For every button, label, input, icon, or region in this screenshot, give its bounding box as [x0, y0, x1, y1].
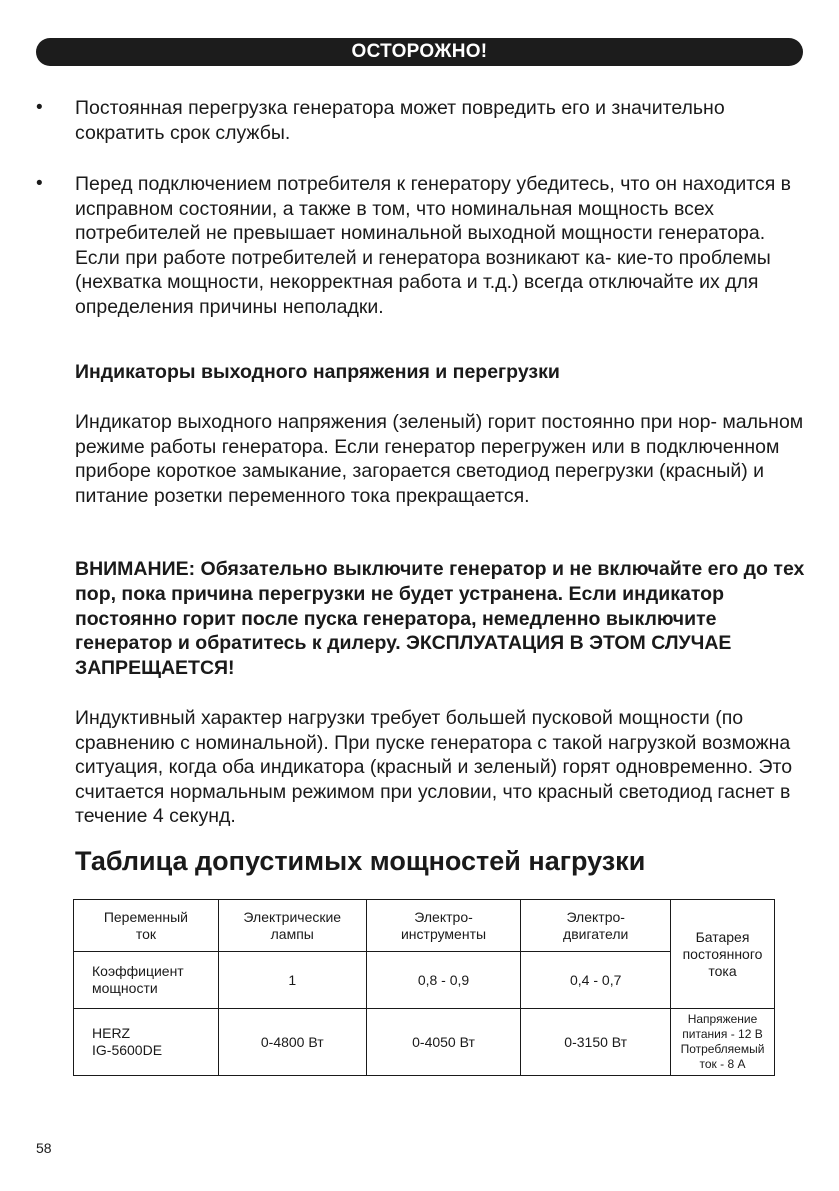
inductive-paragraph: Индуктивный характер нагрузки требует большей пусковой мощности (по сравнению с номинальной). При пуске генератора с такой нагрузкой возможна ситуация, когда оба индикатора (красный и зеленый) горят одновременно. Это считается нормальным режимом при условии, что красный светодиод гаснет в течение 4 секунд.	[75, 707, 793, 828]
power-factor-label: Коэффициент мощности	[74, 952, 219, 1009]
indicators-paragraph: Индикатор выходного напряжения (зеленый) горит постоянно при нор- мальном режиме работы генератора. Если генератор перегружен или в подключенном приборе короткое замыкание, загорается светодиод перегрузки (красный) и питание розетки переменного тока прекращается.	[75, 411, 804, 507]
bullet-2-text: Перед подключением потребителя к генератору убедитесь, что он находится в исправном состоянии, а также в том, что номинальная мощность всех потребителей не превышает номинальной выходной мощности генератора. Если при работе потребителей и генератора возникают ка- кие-то проблемы (нехватка мощности, некорректная работа и т.д.) всегда отключайте их для определения причины неполадки.	[75, 173, 792, 318]
power-factor-lamps: 1	[218, 952, 366, 1009]
page-number: 58	[36, 1140, 52, 1156]
header-ac: Переменный ток	[74, 900, 219, 952]
caution-banner	[36, 38, 803, 66]
power-factor-row	[74, 952, 775, 1009]
table-title: Таблица допустимых мощностей нагрузки	[75, 846, 646, 876]
model-label: HERZ IG-5600DE	[74, 1009, 219, 1076]
header-lamps: Электрические лампы	[218, 900, 366, 952]
bullet-2-marker: •	[36, 173, 43, 194]
header-battery: Батарея постоянного тока	[671, 900, 775, 1009]
power-factor-motors: 0,4 - 0,7	[521, 952, 671, 1009]
bullet-1-text: Постоянная перегрузка генератора может повредить его и значительно сократить срок службы.	[75, 97, 725, 144]
header-motors: Электро- двигатели	[521, 900, 671, 952]
model-tools: 0-4050 Вт	[366, 1009, 521, 1076]
header-tools: Электро- инструменты	[366, 900, 521, 952]
bullet-1-marker: •	[36, 97, 43, 118]
warning-paragraph: ВНИМАНИЕ: Обязательно выключите генератор и не включайте его до тех пор, пока причина перегрузки не будет устранена. Если индикатор постоянно горит после пуска генератора, немедленно выключите генератор и обратитесь к дилеру. ЭКСПЛУАТАЦИЯ В ЭТОМ СЛУЧАЕ ЗАПРЕЩАЕТСЯ!	[75, 558, 805, 680]
power-table	[73, 899, 775, 1076]
power-factor-tools: 0,8 - 0,9	[366, 952, 521, 1009]
caution-title: ОСТОРОЖНО!	[351, 41, 488, 62]
model-battery: Напряжение питания - 12 В Потребляемый ток - 8 А	[671, 1009, 775, 1076]
indicators-heading: Индикаторы выходного напряжения и перегрузки	[75, 361, 560, 383]
model-motors: 0-3150 Вт	[521, 1009, 671, 1076]
table-header-row	[74, 900, 775, 952]
model-row	[74, 1009, 775, 1076]
model-lamps: 0-4800 Вт	[218, 1009, 366, 1076]
